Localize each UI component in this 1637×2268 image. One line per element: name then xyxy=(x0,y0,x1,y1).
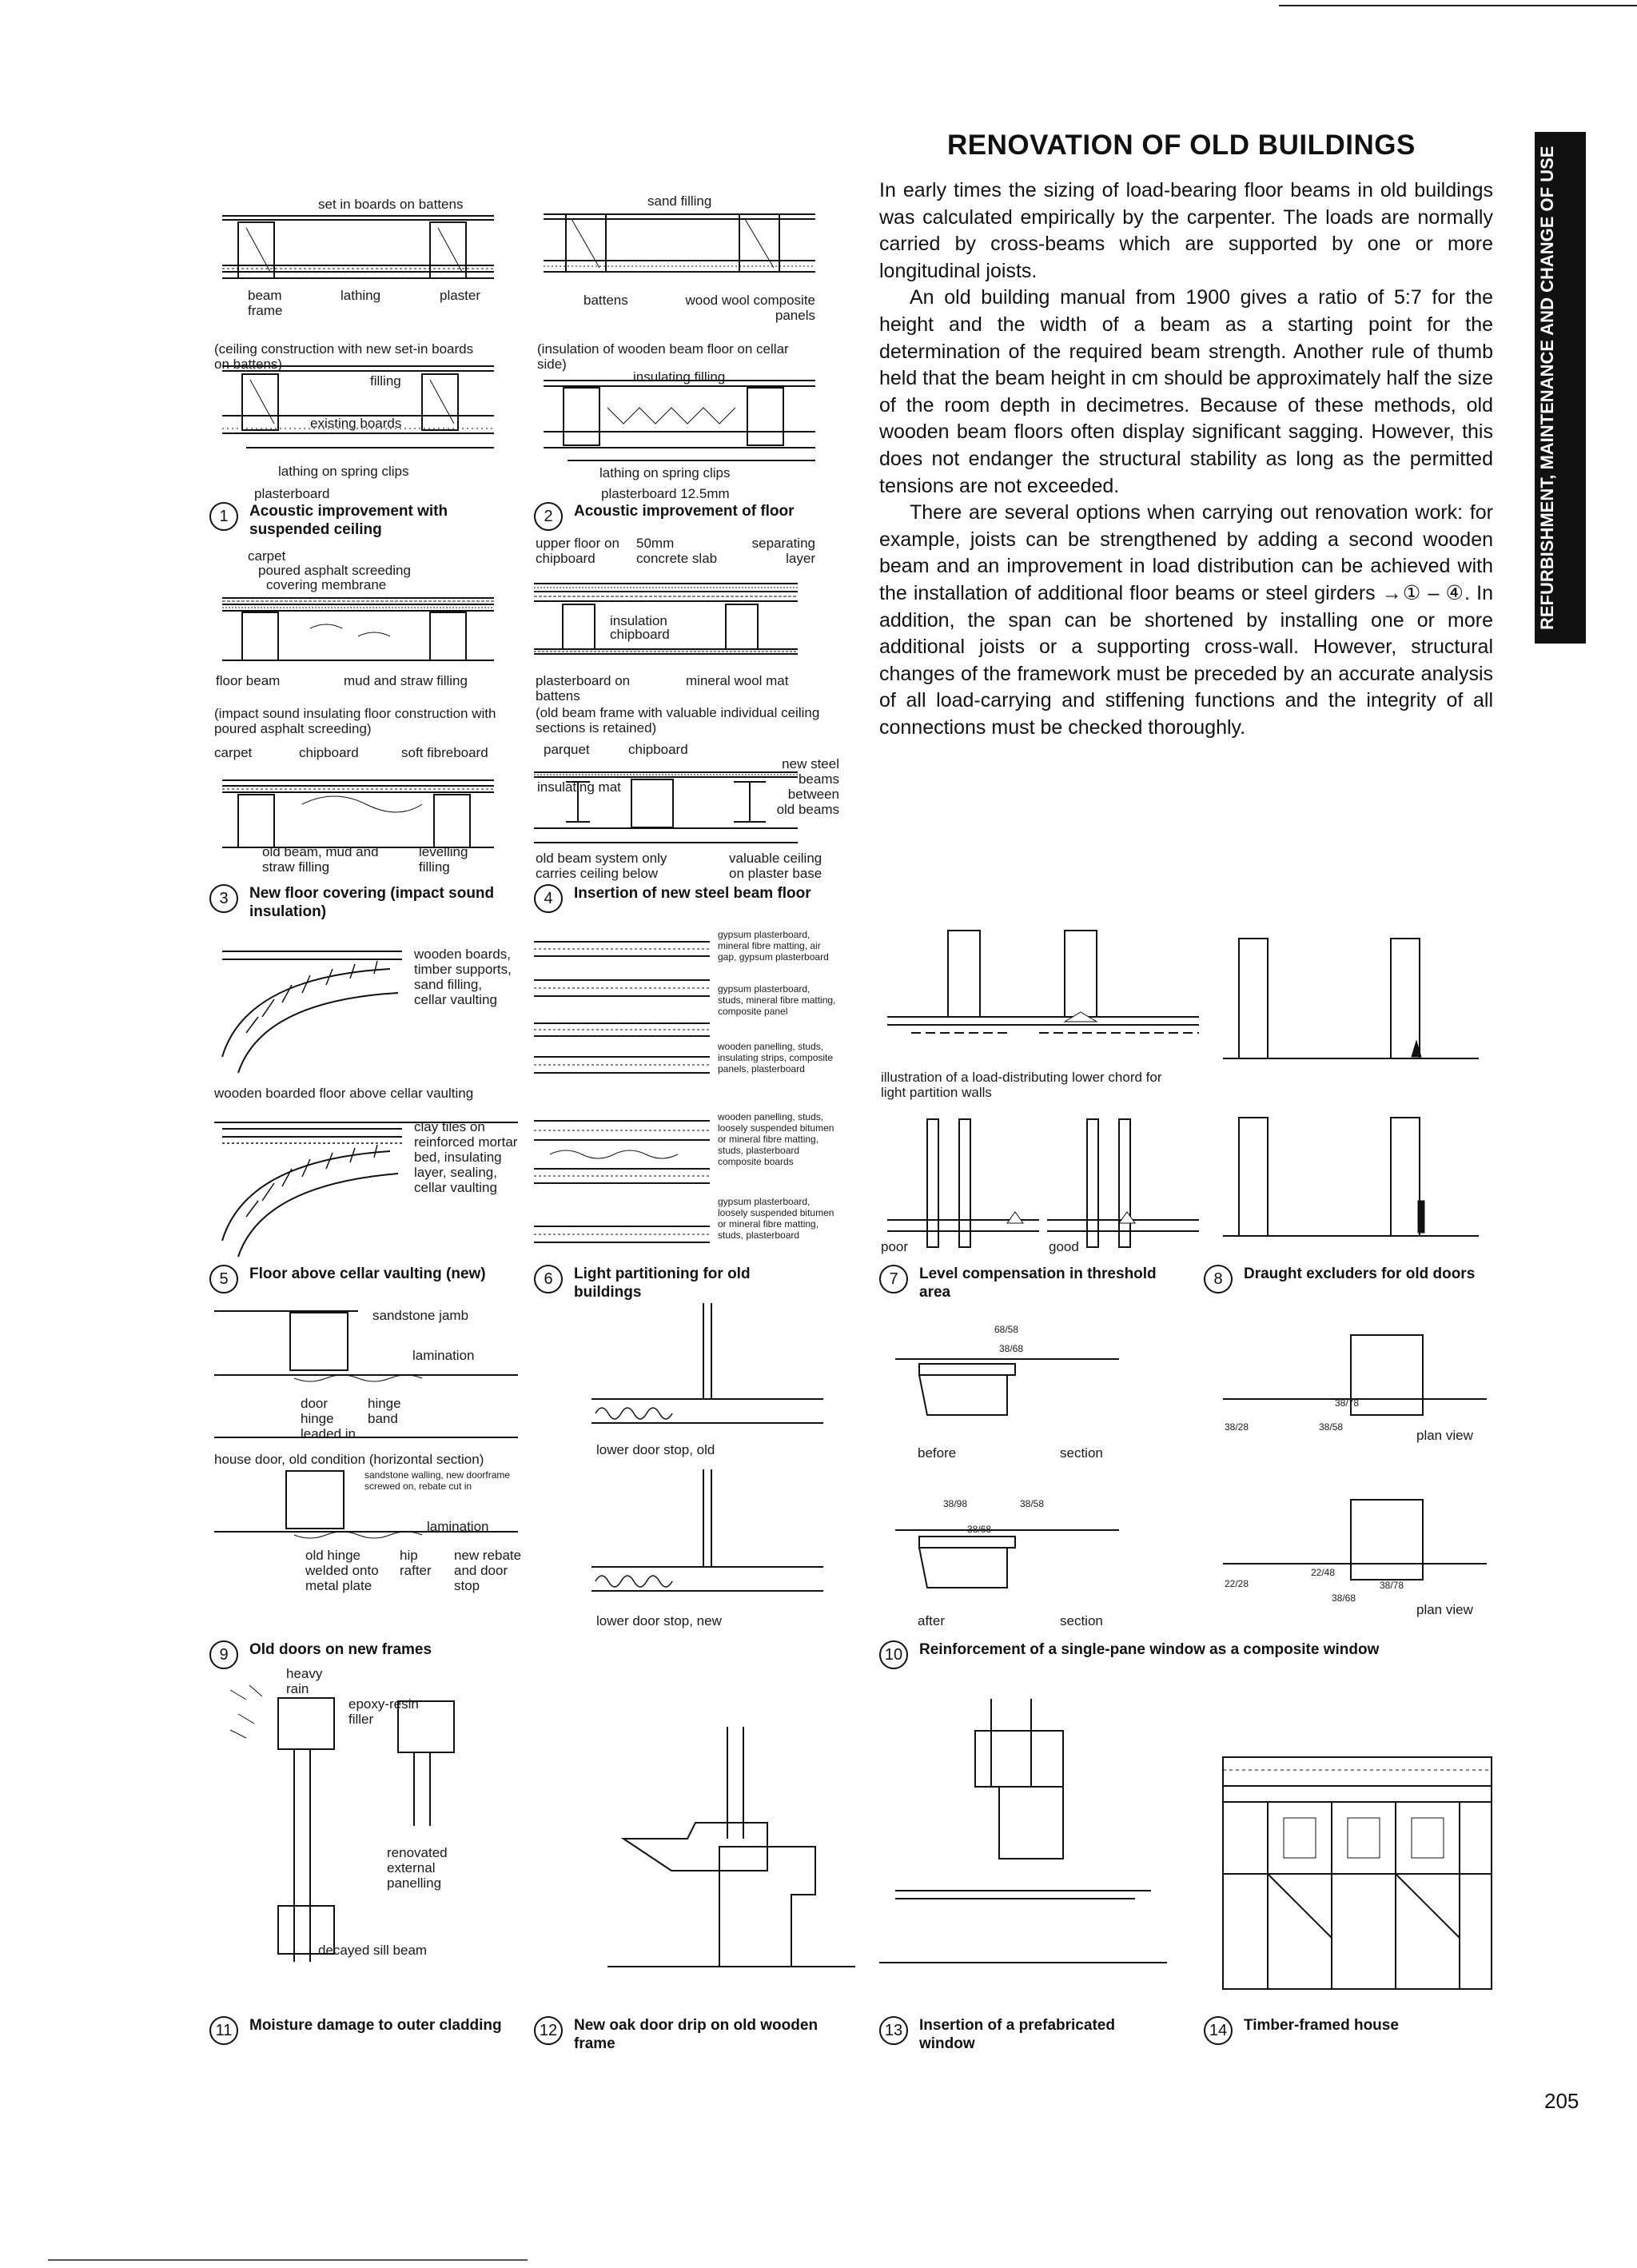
label-existing-boards-visible: existing boards xyxy=(310,416,402,431)
figure-7-number: 7 xyxy=(879,1265,908,1293)
body-paragraph-2: An old building manual from 1900 gives a ratio of 5:7 for the height and the width of a beam as a starting point for the determination of the required beam strength. Another rule of thumb held that the beam height in cm should be approximately half the size of the room depth in decimetres. Because of these methods, old wooden beam floors often display significant sagging. However, this does not endanger the structural stability as long as the permitted tensions are not exceeded. xyxy=(879,286,1493,497)
label-f2-spring-clips: lathing on spring clips xyxy=(599,465,731,480)
figure-13 xyxy=(879,1699,1175,2003)
top-rule xyxy=(1279,5,1637,6)
figure-8-drawing xyxy=(1223,937,1495,1257)
label-carpet: carpet xyxy=(248,548,286,564)
label-covering-membrane: covering membrane xyxy=(266,577,387,592)
label-separating-layer: separating layer xyxy=(751,536,815,566)
figure-13-caption-text: Insertion of a prefabricated window xyxy=(919,2017,1115,2052)
label-f5-bottom: clay tiles on reinforced mortar bed, insulating layer, sealing, cellar vaulting xyxy=(414,1119,518,1195)
label-50mm-slab: 50mm concrete slab xyxy=(636,536,718,566)
label-insulating-filling: insulating filling xyxy=(633,369,726,385)
label-levelling-filling: levelling filling xyxy=(419,844,468,875)
figure-9-door-stops xyxy=(591,1295,831,1631)
page-title: RENOVATION OF OLD BUILDINGS xyxy=(947,130,1416,161)
figure-9-caption-text: Old doors on new frames xyxy=(249,1641,432,1658)
label-f5-mid: wooden boarded floor above cellar vaulting xyxy=(214,1086,474,1101)
label-before: before xyxy=(918,1445,957,1461)
figure-6-number: 6 xyxy=(534,1265,563,1293)
label-dim-38-58: 38/58 xyxy=(1020,1498,1045,1509)
label-old-beam-system: old beam system only carries ceiling below xyxy=(536,851,667,881)
label-valuable-ceiling: valuable ceiling on plaster base xyxy=(729,851,822,881)
figure-10-caption xyxy=(879,1640,1495,1669)
label-spring-clips: lathing on spring clips xyxy=(278,464,409,479)
figure-7-caption-text: Level compensation in threshold area xyxy=(919,1266,1157,1301)
figure-14-caption xyxy=(1204,2016,1492,2045)
figure-10-number: 10 xyxy=(879,1640,908,1669)
figure-2 xyxy=(536,192,823,528)
label-poured-asphalt: poured asphalt screeding xyxy=(258,563,411,578)
figure-12-caption-text: New oak door drip on old wooden frame xyxy=(574,2017,818,2052)
label-plan-view-2: plan view xyxy=(1416,1602,1473,1617)
figure-3-number: 3 xyxy=(209,884,238,913)
figure-5-number: 5 xyxy=(209,1265,238,1293)
figure-12 xyxy=(607,1727,863,1991)
figure-14 xyxy=(1220,1754,1495,1994)
label-set-in-boards: set in boards on battens xyxy=(318,197,464,212)
label-f6-b: gypsum plasterboard, studs, mineral fibre matting, composite panel xyxy=(718,983,836,1017)
figure-3-caption xyxy=(209,884,513,921)
label-lamination: lamination xyxy=(412,1348,475,1363)
label-section-2: section xyxy=(1060,1613,1103,1628)
label-floor-beam: floor beam xyxy=(216,673,281,688)
label-poor: poor xyxy=(881,1239,909,1254)
label-plasterboard: plasterboard xyxy=(254,486,330,501)
figure-8-caption xyxy=(1204,1265,1492,1293)
figure-7 xyxy=(879,919,1215,1263)
label-plan-38-58: 38/58 xyxy=(1319,1421,1344,1433)
label-plan-38-68: 38/68 xyxy=(1332,1592,1356,1604)
figure-13-caption xyxy=(879,2016,1167,2053)
figure-14-drawing xyxy=(1220,1754,1495,1994)
figure-5 xyxy=(214,937,534,1265)
label-f4-chipboard: chipboard xyxy=(610,627,670,642)
label-plasterboard-battens: plasterboard on battens xyxy=(536,673,631,704)
label-chipboard: chipboard xyxy=(299,745,359,760)
body-paragraph-3: There are several options when carrying out renovation work: for example, joists can be strengthened by adding a second wooden beam and an improvement in load distribution can be achieved with the installation of additional floor beams or steel girders →① – ④. In addition, the span can be shortened by installing one or more additional joists or a supporting cross-wall. However, structural changes of the framework must be preceded by an accurate analysis of all load-carrying and stiffening functions and the integrity of all connections must be checked thoroughly. xyxy=(879,501,1493,739)
label-dim-68-58: 68/58 xyxy=(994,1324,1019,1335)
label-load-distributing: illustration of a load-distributing lower chord for light partition walls xyxy=(881,1070,1162,1100)
figure-9-stops-drawing xyxy=(591,1295,831,1631)
figure-4-caption-text: Insertion of new steel beam floor xyxy=(574,885,811,902)
label-f6-c: wooden panelling, studs, insulating strips, composite panels, plasterboard xyxy=(718,1041,834,1074)
figure-12-caption xyxy=(534,2016,838,2053)
label-lower-stop-old: lower door stop, old xyxy=(596,1442,715,1457)
figure-7-caption xyxy=(879,1265,1183,1301)
figure-8-number: 8 xyxy=(1204,1265,1233,1293)
figure-1-caption xyxy=(209,502,481,539)
label-decayed-sill: decayed sill beam xyxy=(318,1943,428,1958)
label-plan-view: plan view xyxy=(1416,1428,1473,1443)
bottom-rule xyxy=(48,2259,528,2261)
label-f3-note: (impact sound insulating floor construction with poured asphalt screeding) xyxy=(214,706,496,736)
label-parquet: parquet xyxy=(544,742,590,757)
figure-8 xyxy=(1223,937,1495,1257)
page-number: 205 xyxy=(1544,2089,1579,2113)
figure-9-number: 9 xyxy=(209,1640,238,1669)
label-section: section xyxy=(1060,1445,1103,1461)
body-paragraph-1: In early times the sizing of load-bearing floor beams in old buildings was calculated empirically by the carpenter. The loads are normally carried by cross-beams which are supported by one or more longitudinal joists. xyxy=(879,179,1493,282)
section-tab-label: REFURBISHMENT, MAINTENANCE AND CHANGE OF USE xyxy=(1537,145,1557,630)
label-plasterboard-125: plasterboard 12.5mm xyxy=(601,486,730,501)
label-plaster: plaster xyxy=(440,288,481,303)
label-sand-filling: sand filling xyxy=(647,193,712,209)
label-upper-floor: upper floor on chipboard xyxy=(536,536,619,566)
label-filling: filling xyxy=(370,373,401,389)
figure-11-number: 11 xyxy=(209,2016,238,2045)
label-epoxy-filler: epoxy-resin filler xyxy=(349,1696,419,1727)
section-tab xyxy=(1535,132,1586,644)
figure-5-caption-text: Floor above cellar vaulting (new) xyxy=(249,1266,486,1282)
label-hip-rafter: hip rafter xyxy=(400,1548,432,1578)
figure-6-caption-text: Light partitioning for old buildings xyxy=(574,1266,751,1301)
label-f6-e: gypsum plasterboard, loosely suspended bitumen or mineral fibre matting, studs, plasterboard xyxy=(718,1196,834,1241)
label-mud-straw: mud and straw filling xyxy=(344,673,468,688)
figure-11-caption xyxy=(209,2016,513,2045)
label-f6-a: gypsum plasterboard, mineral fibre matting, air gap, gypsum plasterboard xyxy=(718,929,829,963)
label-new-steel-beams: new steel beams between old beams xyxy=(776,756,839,817)
figure-5-caption xyxy=(209,1265,513,1293)
figure-1-caption-text: Acoustic improvement with suspended ceiling xyxy=(249,503,448,538)
figure-12-number: 12 xyxy=(534,2016,563,2045)
label-dim-38-98: 38/98 xyxy=(943,1498,968,1509)
label-f4-chipboard-2: chipboard xyxy=(628,742,688,757)
figure-10-caption-text: Reinforcement of a single-pane window as a composite window xyxy=(919,1641,1380,1658)
label-plan-22-28: 22/28 xyxy=(1225,1578,1249,1589)
figure-6 xyxy=(534,929,854,1265)
label-dim-38-68: 38/68 xyxy=(999,1343,1024,1354)
label-plan-38-28: 38/28 xyxy=(1225,1421,1249,1433)
body-text xyxy=(879,177,1493,741)
figure-2-caption xyxy=(534,502,822,531)
label-good: good xyxy=(1049,1239,1079,1254)
label-carpet-2: carpet xyxy=(214,745,253,760)
figure-2-number: 2 xyxy=(534,502,563,531)
label-f2-note: (insulation of wooden beam floor on cellar side) xyxy=(537,341,789,372)
label-lathing: lathing xyxy=(341,288,381,303)
figure-3-caption-text: New floor covering (impact sound insulation) xyxy=(249,885,495,920)
figure-1 xyxy=(214,192,502,528)
label-old-hinge: old hinge welded onto metal plate xyxy=(305,1548,379,1593)
label-sandstone-walling: sandstone walling, new doorframe screwed on, rebate cut in xyxy=(364,1469,511,1492)
label-plan-38-78-b: 38/78 xyxy=(1380,1580,1404,1591)
figure-3 xyxy=(214,548,518,892)
label-dim-38-68-b: 38/68 xyxy=(967,1524,992,1535)
figure-9-caption xyxy=(209,1640,513,1669)
figure-13-number: 13 xyxy=(879,2016,908,2045)
figure-11-caption-text: Moisture damage to outer cladding xyxy=(249,2017,502,2034)
label-f1-note: (ceiling construction with new set-in boards on battens) xyxy=(214,341,474,372)
label-wood-wool: wood wool composite panels xyxy=(685,293,815,323)
figure-9 xyxy=(214,1303,534,1623)
label-heavy-rain: heavy rain xyxy=(286,1666,323,1696)
figure-14-number: 14 xyxy=(1204,2016,1233,2045)
label-door-hinge: door hinge leaded in xyxy=(301,1396,356,1441)
label-battens: battens xyxy=(584,293,628,308)
label-new-rebate: new rebate and door stop xyxy=(454,1548,522,1593)
label-insulating-mat: insulating mat xyxy=(537,779,621,795)
label-beam-frame: beam frame xyxy=(248,288,283,318)
figure-11 xyxy=(214,1666,502,2002)
figure-1-number: 1 xyxy=(209,502,238,531)
figure-4-caption xyxy=(534,884,822,913)
label-lamination-2: lamination xyxy=(427,1519,489,1534)
label-after: after xyxy=(918,1613,946,1628)
figure-8-caption-text: Draught excluders for old doors xyxy=(1244,1266,1476,1282)
figure-4 xyxy=(534,536,838,887)
label-old-beam-mud: old beam, mud and straw filling xyxy=(262,844,379,875)
label-plan-22-48: 22/48 xyxy=(1311,1567,1336,1578)
label-f5-top: wooden boards, timber supports, sand filling, cellar vaulting xyxy=(414,947,512,1007)
label-f6-d: wooden panelling, studs, loosely suspended bitumen or mineral fibre matting, studs, plasterboard composite boards xyxy=(718,1111,834,1167)
label-renovated-panelling: renovated external panelling xyxy=(387,1845,448,1891)
label-mineral-wool: mineral wool mat xyxy=(686,673,789,688)
label-soft-fibreboard: soft fibreboard xyxy=(401,745,488,760)
label-f4-note: (old beam frame with valuable individual ceiling sections is retained) xyxy=(536,705,820,735)
figure-13-drawing xyxy=(879,1699,1175,2003)
label-insulation: insulation xyxy=(610,613,667,628)
label-hinge-band: hinge band xyxy=(368,1396,401,1426)
figure-2-caption-text: Acoustic improvement of floor xyxy=(574,503,795,520)
label-sandstone-jamb: sandstone jamb xyxy=(372,1308,469,1323)
label-lower-stop-new: lower door stop, new xyxy=(596,1613,722,1628)
figure-14-caption-text: Timber-framed house xyxy=(1244,2017,1399,2034)
label-plan-38-78: 38/78 xyxy=(1335,1397,1360,1409)
label-old-condition: house door, old condition (horizontal section) xyxy=(214,1452,484,1467)
figure-10 xyxy=(879,1303,1495,1639)
figure-12-drawing xyxy=(607,1727,863,1991)
figure-4-number: 4 xyxy=(534,884,563,913)
